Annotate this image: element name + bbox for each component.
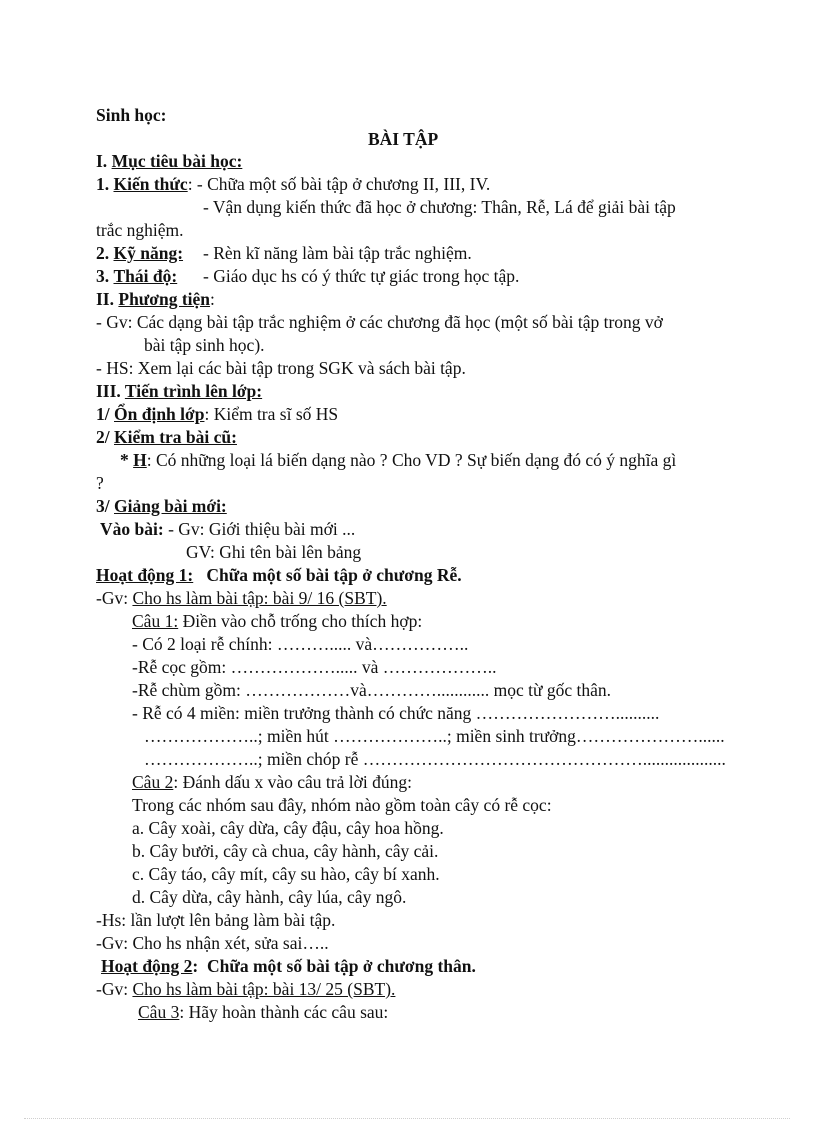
activity-1-gv-task: Cho hs làm bài tập: bài 9/ 16 (SBT). [132, 588, 387, 608]
subject-label: Sinh học: [96, 105, 167, 125]
review-star: * [120, 450, 129, 470]
step-3-number: 3/ [96, 496, 110, 516]
question-1-label: Câu 1: [132, 611, 179, 631]
activity-2-gv-task: Cho hs làm bài tập: bài 13/ 25 (SBT). [132, 979, 396, 999]
section-1-heading [96, 150, 242, 172]
section-2-number: II. [96, 289, 114, 309]
activity-2-label: Hoạt động 2 [101, 956, 193, 976]
page-bottom-divider [24, 1118, 790, 1119]
question-1-text: Điền vào chỗ trống cho thích hợp: [178, 611, 423, 631]
section-3-heading [96, 380, 262, 402]
intro-line-2: GV: Ghi tên bài lên bảng [186, 542, 362, 562]
intro-line [100, 518, 355, 540]
activity-2-heading [101, 955, 476, 977]
question-1-line-5: ………………..; miền hút ………………..; miền sinh trưởng…………………...... [144, 726, 725, 746]
step-2 [96, 426, 237, 448]
activity-1-task [96, 587, 387, 609]
step-1-text: : Kiểm tra sĩ số HS [204, 404, 339, 424]
activity-2-title: Chữa một số bài tập ở chương thân. [206, 956, 476, 976]
question-2 [132, 771, 412, 793]
section-1-number: I. [96, 151, 108, 171]
question-2-label: Câu 2 [132, 772, 174, 792]
attitude-label: Thái độ: [113, 266, 178, 286]
question-1-line-4: - Rễ có 4 miền: miền trưởng thành có chức năng …………………….......... [132, 703, 660, 723]
hs-prep-line: - HS: Xem lại các bài tập trong SGK và sách bài tập. [96, 358, 466, 378]
activity-1-title: Chữa một số bài tập ở chương Rễ. [206, 565, 462, 585]
objective-knowledge [96, 173, 490, 195]
page-title: BÀI TẬP [368, 129, 439, 149]
question-2-option-d: d. Cây dừa, cây hành, cây lúa, cây ngô. [132, 887, 407, 907]
question-1 [132, 610, 422, 632]
skills-text: - Rèn kĩ năng làm bài tập trắc nghiệm. [203, 243, 472, 263]
section-1-title: Mục tiêu bài học: [111, 151, 243, 171]
skills-label: Kỹ năng: [113, 243, 184, 263]
step-1-label: Ổn định lớp [114, 404, 205, 424]
knowledge-label: Kiến thức [113, 174, 188, 194]
knowledge-text-3: trắc nghiệm. [96, 220, 184, 240]
objective-skills [96, 242, 183, 264]
activity-2-gv-prefix: -Gv: [96, 979, 129, 999]
activity-1-heading [96, 564, 462, 586]
review-text: : Có những loại lá biến dạng nào ? Cho VD ? Sự biến dạng đó có ý nghĩa gì [146, 450, 677, 470]
question-3-text: : Hãy hoàn thành các câu sau: [179, 1002, 389, 1022]
question-1-line-3: -Rễ chùm gồm: ………………và…………............ mọc từ gốc thân. [132, 680, 612, 700]
question-3 [138, 1001, 388, 1023]
step-3 [96, 495, 227, 517]
question-1-line-6: ………………..; miền chóp rễ …………………………………………................... [144, 749, 726, 769]
step-1 [96, 403, 338, 425]
step-1-number: 1/ [96, 404, 110, 424]
step-3-label: Giảng bài mới: [114, 496, 227, 516]
question-2-stem: Trong các nhóm sau đây, nhóm nào gồm toàn cây có rễ cọc: [132, 795, 552, 815]
activity-2-colon: : [192, 956, 199, 976]
step-2-number: 2/ [96, 427, 110, 447]
gv-prep-line-2: bài tập sinh học). [144, 335, 265, 355]
objective-attitude [96, 265, 177, 287]
section-2-colon: : [210, 289, 215, 309]
section-2-title: Phương tiện [118, 289, 211, 309]
section-3-number: III. [96, 381, 121, 401]
attitude-text: - Giáo dục hs có ý thức tự giác trong học tập. [203, 266, 520, 286]
question-2-option-c: c. Cây táo, cây mít, cây su hào, cây bí xanh. [132, 864, 440, 884]
activity-1-hs-line: -Hs: lần lượt lên bảng làm bài tập. [96, 910, 336, 930]
attitude-number: 3. [96, 266, 110, 286]
intro-label: Vào bài: [100, 519, 164, 539]
review-question [120, 449, 676, 471]
intro-text: - Gv: Giới thiệu bài mới ... [168, 519, 356, 539]
question-2-option-a: a. Cây xoài, cây dừa, cây đậu, cây hoa hồng. [132, 818, 444, 838]
knowledge-text: : - Chữa một số bài tập ở chương II, III, IV. [187, 174, 491, 194]
review-label: H [133, 450, 147, 470]
question-1-line-2: -Rễ cọc gồm: ………………..... và ……………….. [132, 657, 497, 677]
step-2-label: Kiểm tra bài cũ: [114, 427, 237, 447]
gv-prep-line-1: - Gv: Các dạng bài tập trắc nghiệm ở các chương đã học (một số bài tập trong vở [96, 312, 663, 332]
activity-1-label: Hoạt động 1: [96, 565, 194, 585]
knowledge-text-2: - Vận dụng kiến thức đã học ở chương: Thân, Rễ, Lá để giải bài tập [203, 197, 676, 217]
skills-number: 2. [96, 243, 110, 263]
section-2-heading [96, 288, 215, 310]
question-3-label: Câu 3 [138, 1002, 180, 1022]
knowledge-number: 1. [96, 174, 110, 194]
review-question-mark: ? [96, 473, 104, 493]
activity-1-gv-prefix: -Gv: [96, 588, 129, 608]
question-1-line-1: - Có 2 loại rễ chính: ………..... và…………….. [132, 634, 469, 654]
question-2-text: : Đánh dấu x vào câu trả lời đúng: [173, 772, 412, 792]
question-2-option-b: b. Cây bưởi, cây cà chua, cây hành, cây cải. [132, 841, 439, 861]
activity-2-task [96, 978, 395, 1000]
activity-1-gv-line: -Gv: Cho hs nhận xét, sửa sai….. [96, 933, 329, 953]
section-3-title: Tiến trình lên lớp: [124, 381, 263, 401]
